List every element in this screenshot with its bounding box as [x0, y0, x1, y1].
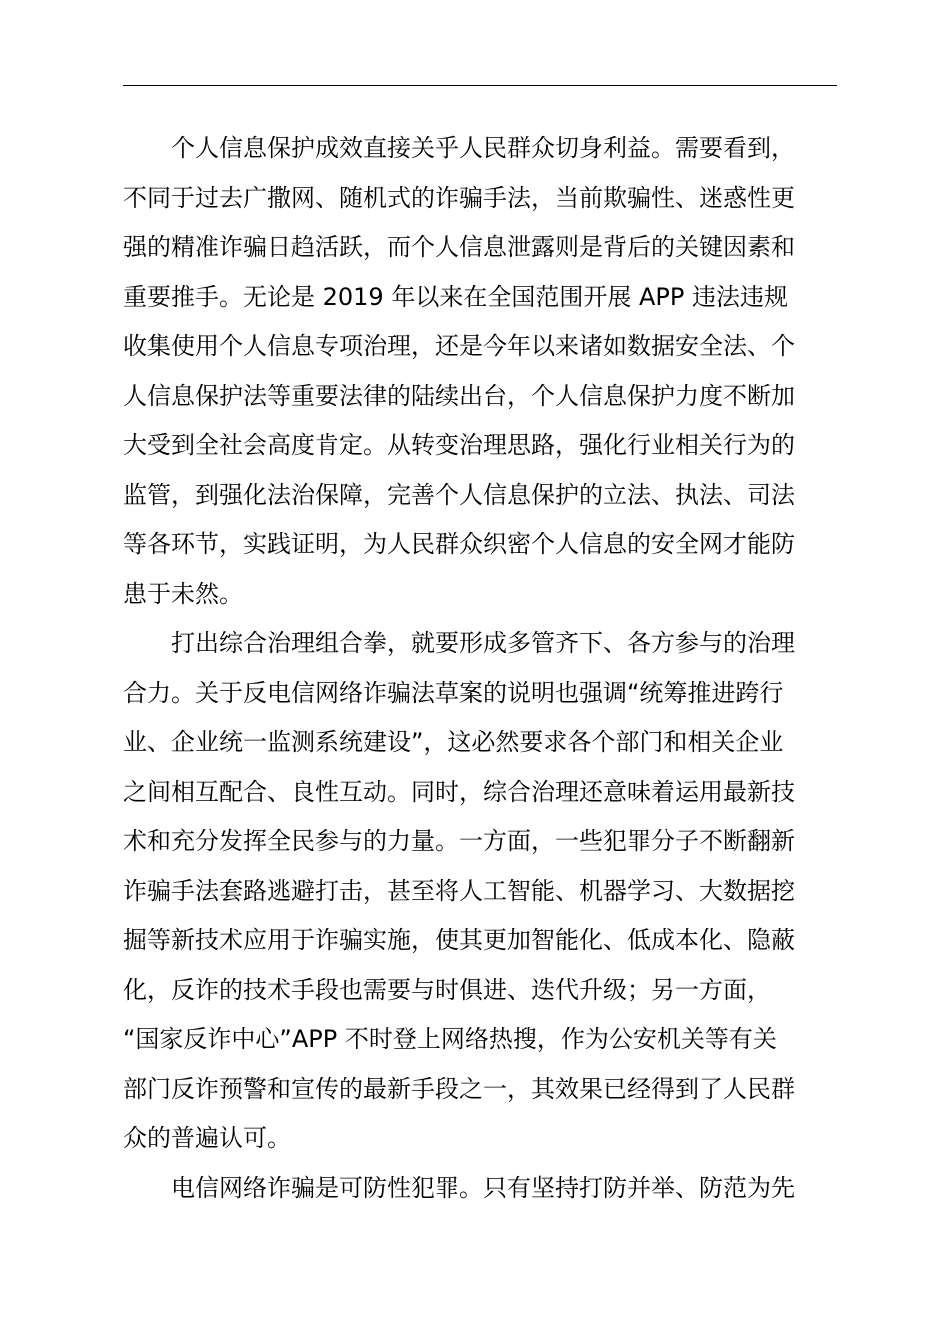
- paragraph-3: [123, 1164, 843, 1214]
- text-line: 术和充分发挥全民参与的力量。一方面，一些犯罪分子不断翻新: [123, 827, 795, 855]
- paragraph-2: [123, 619, 843, 1164]
- body-text: [123, 124, 843, 1213]
- text-line: 强的精准诈骗日趋活跃，而个人信息泄露则是背后的关键因素和: [123, 233, 795, 261]
- header-rule: [123, 85, 837, 86]
- text-line: 众的普遍认可。: [123, 1124, 291, 1152]
- text-line: 个人信息保护成效直接关乎人民群众切身利益。需要看到，: [171, 134, 795, 162]
- text-line: 不同于过去广撒网、随机式的诈骗手法，当前欺骗性、迷惑性更: [123, 183, 795, 212]
- text-line: 业、企业统一监测系统建设”，这必然要求各个部门和相关企业: [123, 728, 784, 756]
- text-line: 打出综合治理组合拳，就要形成多管齐下、各方参与的治理: [171, 629, 795, 657]
- text-line: 人信息保护法等重要法律的陆续出台，个人信息保护力度不断加: [123, 381, 795, 410]
- text-line: 等各环节，实践证明，为人民群众织密个人信息的安全网才能防: [123, 530, 795, 558]
- text-line: 电信网络诈骗是可防性犯罪。只有坚持打防并举、防范为先: [171, 1173, 795, 1202]
- text-line: 掘等新技术应用于诈骗实施，使其更加智能化、低成本化、隐蔽: [123, 926, 795, 954]
- text-line: 合力。关于反电信网络诈骗法草案的说明也强调“统筹推进跨行: [123, 678, 784, 707]
- text-line: 之间相互配合、良性互动。同时，综合治理还意味着运用最新技: [123, 777, 795, 806]
- text-line: 患于未然。: [123, 579, 243, 608]
- text-line: 诈骗手法套路逃避打击，甚至将人工智能、机器学习、大数据挖: [123, 876, 795, 905]
- text-line: 化，反诈的技术手段也需要与时俱进、迭代升级；另一方面，: [123, 975, 771, 1004]
- text-line: 收集使用个人信息专项治理，还是今年以来诸如数据安全法、个: [123, 332, 795, 360]
- text-line: 监管，到强化法治保障，完善个人信息保护的立法、执法、司法: [123, 480, 795, 509]
- text-line: 部门反诈预警和宣传的最新手段之一，其效果已经得到了人民群: [123, 1074, 795, 1103]
- text-line: “国家反诈中心”APP 不时登上网络热搜，作为公安机关等有关: [123, 1025, 777, 1053]
- paragraph-1: [123, 124, 843, 619]
- text-line: 大受到全社会高度肯定。从转变治理思路，强化行业相关行为的: [123, 431, 795, 459]
- text-line: 重要推手。无论是 2019 年以来在全国范围开展 APP 违法违规: [123, 282, 788, 311]
